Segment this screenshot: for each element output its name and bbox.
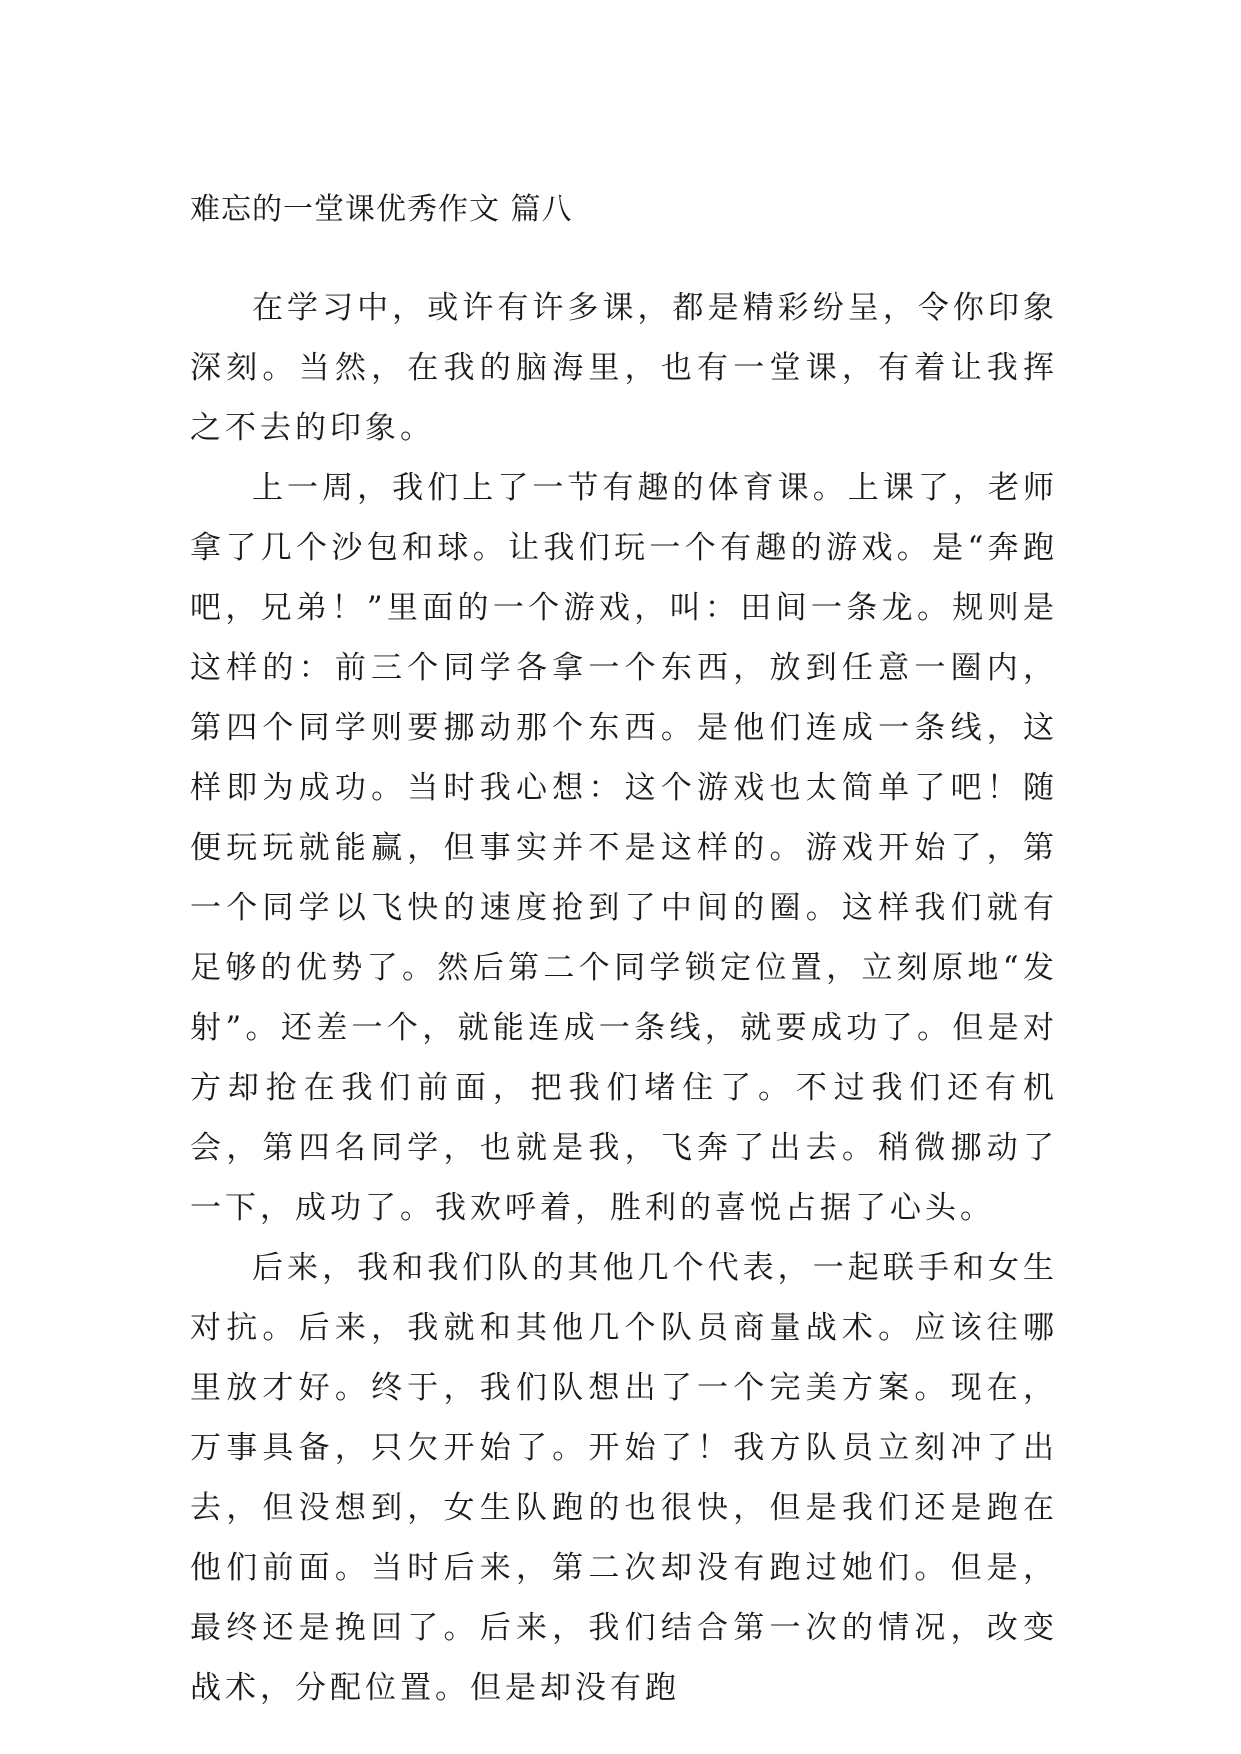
- paragraph-3: 后来，我和我们队的其他几个代表，一起联手和女生对抗。后来，我就和其他几个队员商量战术。应该往哪里放才好。终于，我们队想出了一个完美方案。现在，万事具备，只欠开始了。开始了！我方队员立刻冲了出去，但没想到，女生队跑的也很快，但是我们还是跑在他们前面。当时后来，第二次却没有跑过她们。但是，最终还是挽回了。后来，我们结合第一次的情况，改变战术，分配位置。但是却没有跑: [190, 1250, 1058, 1706]
- paragraph-1: 在学习中，或许有许多课，都是精彩纷呈，令你印象深刻。当然，在我的脑海里，也有一堂课，有着让我挥之不去的印象。: [190, 290, 1058, 446]
- document-title: 难忘的一堂课优秀作文 篇八: [190, 192, 573, 227]
- paragraph-2: 上一周，我们上了一节有趣的体育课。上课了，老师拿了几个沙包和球。让我们玩一个有趣的游戏。是“奔跑吧，兄弟！”里面的一个游戏，叫：田间一条龙。规则是这样的：前三个同学各拿一个东西，放到任意一圈内，第四个同学则要挪动那个东西。是他们连成一条线，这样即为成功。当时我心想：这个游戏也太简单了吧！随便玩玩就能赢，但事实并不是这样的。游戏开始了，第一个同学以飞快的速度抢到了中间的圈。这样我们就有足够的优势了。然后第二个同学锁定位置，立刻原地“发射”。还差一个，就能连成一条线，就要成功了。但是对方却抢在我们前面，把我们堵住了。不过我们还有机会，第四名同学，也就是我，飞奔了出去。稍微挪动了一下，成功了。我欢呼着，胜利的喜悦占据了心头。: [190, 470, 1058, 1226]
- document-body: [190, 278, 1058, 1718]
